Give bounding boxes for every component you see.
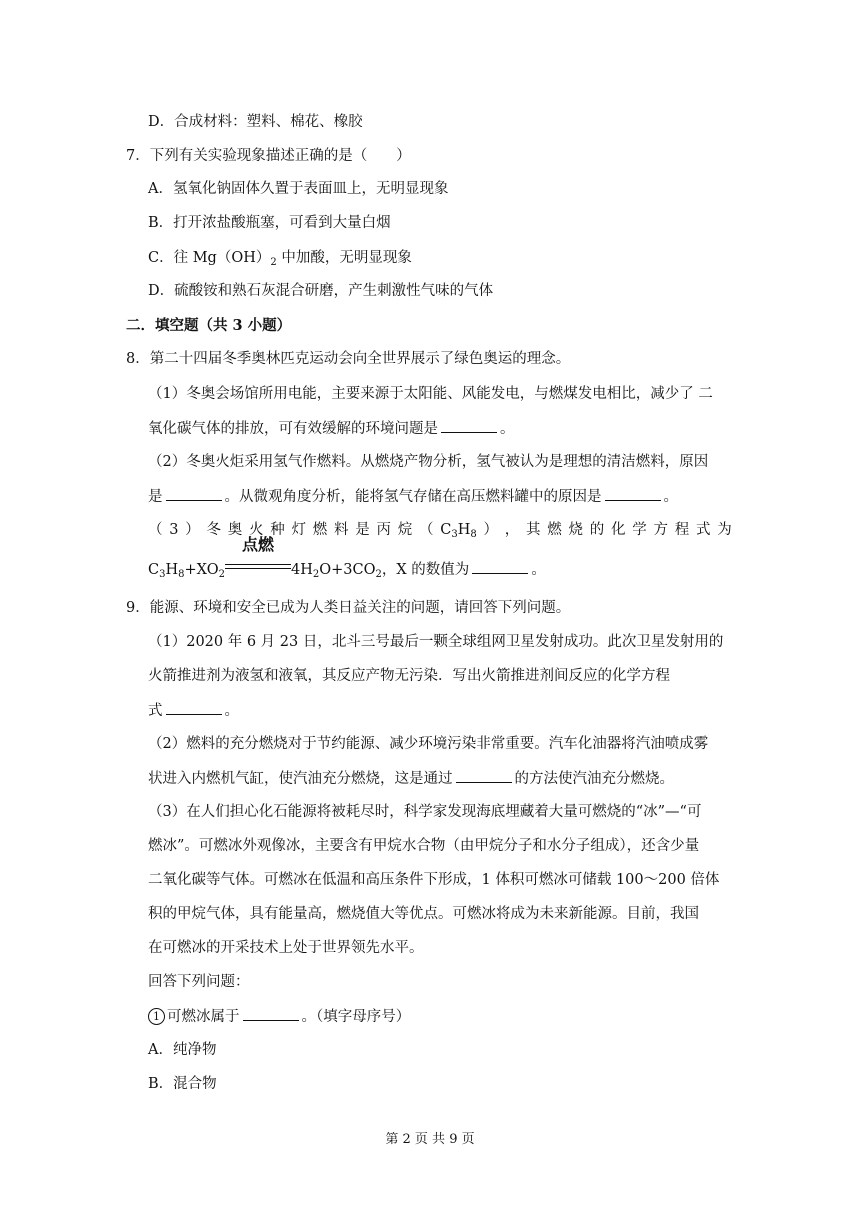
q8-part3-token: （ [418,522,434,538]
q8-part1-line2: 氧化碳气体的排放，可有效缓解的环境问题是 。 [148,418,515,439]
q8-part1-line1: （1）冬奥会场馆所用电能，主要来源于太阳能、风能发电，与燃煤发电相比，减少了 二 [148,386,713,402]
q8-part3-token: 为 [717,522,732,538]
circled-number: 1 [148,1008,165,1025]
q8-part2-line1: （2）冬奥火炬采用氢气作燃料。从燃烧产物分析，氢气被认为是理想的清洁燃料，原因 [148,454,709,470]
q9-part1-line2: 火箭推进剂为液氢和液氧，其反应产物无污染．写出火箭推进剂间反应的化学方程 [148,668,670,684]
q8-part3-token: 学 [632,522,647,538]
q8-part3-token: 程 [674,522,690,538]
q8-part3-token: ） [483,522,498,538]
q8-part3-token: 奥 [227,522,243,538]
q8-part3-token: $C_3H_8$ [440,522,477,540]
q8-part3-token: 燃 [547,522,562,538]
q8-part3-token: （ [148,522,163,538]
q8-part3-token: 料 [333,522,349,538]
q7-option-b: B．打开浓盐酸瓶塞，可看到大量白烟 [148,215,391,231]
reaction-arrow: 点燃 [225,557,291,577]
q9-subquestion-1: 1 可燃冰属于 。（填字母序号） [148,1006,410,1027]
page-footer: 第 2 页 共 9 页 [385,1132,475,1147]
q8-part3-token: 火 [248,522,264,538]
q8-part3-token: 灯 [291,522,306,538]
q8-stem: 8．第二十四届冬季奥林匹克运动会向全世界展示了绿色奥运的理念。 [126,351,571,367]
q8-equation: $C_3H_8+XO_2$ 点燃 $4H_2O+3CO_2$，X 的数值为 。 [148,535,546,580]
q8-part3-token: 烧 [568,522,583,538]
q8-part3-token: 化 [611,522,626,538]
q9-stem: 9．能源、环境和安全已成为人类日益关注的问题，请回答下列问题。 [126,600,571,616]
q9-part3-line5: 在可燃冰的开采技术上处于世界领先水平。 [148,940,424,956]
q8-part3-token: ） [185,522,200,538]
q8-part3-token: 3 [169,522,179,538]
q8-part3-token: 丙 [376,522,391,538]
q8-part3-token: ， [504,522,520,538]
q9-part3-line4: 积的甲烷气体，具有能量高，燃烧值大等优点。可燃冰将成为未来新能源。目前，我国 [148,906,699,922]
q8-part3-token: 其 [526,522,541,538]
q9-option-b: B．混合物 [148,1076,217,1092]
q9-part3-line1: （3）在人们担心化石能源将被耗尽时，科学家发现海底埋藏着大量可燃烧的“冰”—“可 [148,804,702,820]
q8-part3-token: 是 [355,522,370,538]
q9-part1-line1: （1）2020 年 6 月 23 日，北斗三号最后一颗全球组网卫星发射成功。此次卫星发射用的 [148,634,724,650]
q8-part3-token: 烷 [397,522,413,538]
q8-part3-token: 种 [270,522,285,538]
q9-part1-line3: 式 。 [148,700,239,721]
answer-blank[interactable] [441,418,497,433]
q8-part3-token: 方 [653,522,668,538]
q9-part2-line1: （2）燃料的充分燃烧对于节约能源、减少环境污染非常重要。汽车化油器将汽油喷成雾 [148,736,709,752]
q8-part3-token: 冬 [206,522,221,538]
q9-option-a: A．纯净物 [148,1042,217,1058]
q7-option-a: A．氢氧化钠固体久置于表面皿上，无明显现象 [148,181,449,197]
q7-stem: 7．下列有关实验现象描述正确的是（ ） [126,148,411,164]
q9-part3-line2: 燃冰”。可燃冰外观像冰，主要含有甲烷水合物（由甲烷分子和水分子组成），还含少量 [148,838,700,854]
q9-part3-line3: 二氧化碳等气体。可燃冰在低温和高压条件下形成，1 体积可燃冰可储载 100～200 倍体 [148,872,720,888]
q8-part3-token: 燃 [312,522,328,538]
q6-option-d: D．合成材料：塑料、棉花、橡胶 [148,114,363,130]
answer-blank[interactable] [605,486,661,501]
answer-blank[interactable] [456,768,512,783]
answer-blank[interactable] [243,1006,299,1021]
q8-part3-token: 式 [696,522,711,538]
answer-blank[interactable] [166,486,222,501]
q7-option-c: C．往 $Mg(OH)_2$ 中加酸，无明显现象 [148,250,412,268]
q8-part3-token: 的 [589,522,605,538]
answer-blank[interactable] [472,559,528,574]
answer-blank[interactable] [166,700,222,715]
section-title: 二．填空题（共 3 小题） [126,317,292,334]
q7-option-d: D．硫酸铵和熟石灰混合研磨，产生刺激性气味的气体 [148,283,494,299]
q9-part2-line2: 状进入内燃机气缸，使汽油充分燃烧，这是通过 的方法使汽油充分燃烧。 [148,768,674,789]
q8-part2-line2: 是 。从微观角度分析，能将氢气存储在高压燃料罐中的原因是 。 [148,486,678,507]
q9-answer-intro: 回答下列问题： [148,974,250,990]
